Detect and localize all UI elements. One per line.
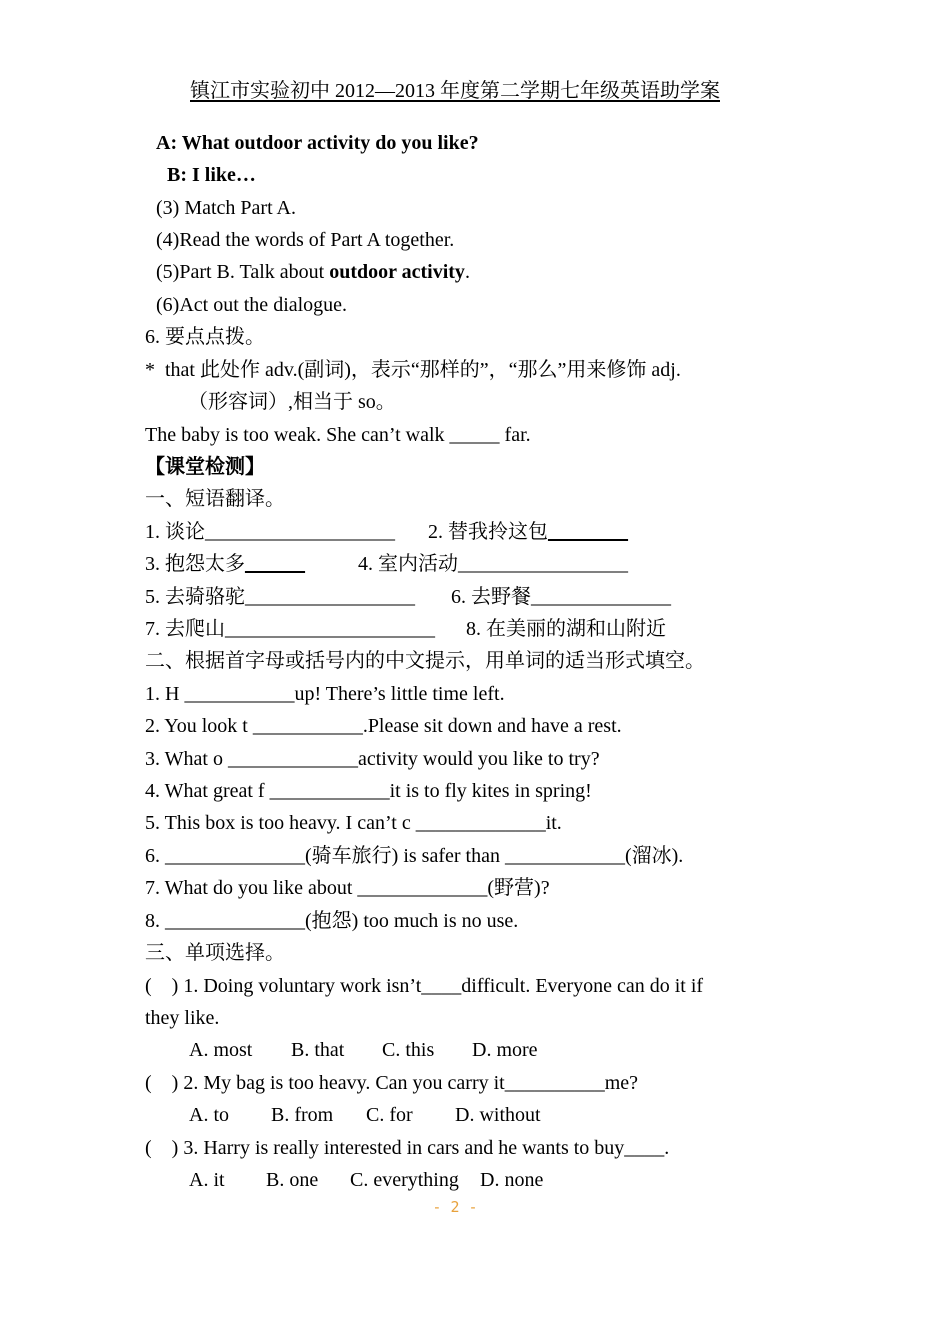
part3-q1-option-d: D. more — [472, 1039, 538, 1061]
step-4: (4)Read the words of Part A together. — [156, 229, 455, 251]
key-points-example: The baby is too weak. She can’t walk _____ far. — [145, 424, 531, 446]
part1-title: 一、短语翻译。 — [145, 488, 285, 510]
part2-title: 二、根据首字母或括号内的中文提示，用单词的适当形式填空。 — [145, 650, 705, 672]
part1-item-6: 6. 去野餐______________ — [451, 586, 671, 608]
part3-q2-option-a: A. to — [189, 1104, 229, 1126]
part2-item-3: 3. What o _____________activity would you like to try? — [145, 748, 600, 770]
part2-item-5: 5. This box is too heavy. I can’t c _____________it. — [145, 812, 562, 834]
part1-item-2-text: 2. 替我拎这包 — [428, 521, 548, 543]
page-number: - 2 - — [432, 1198, 478, 1216]
part3-q3-option-d: D. none — [480, 1169, 544, 1191]
part3-q1-line2: they like. — [145, 1007, 220, 1029]
part3-q2-option-c: C. for — [366, 1104, 413, 1126]
part2-item-4: 4. What great f ____________it is to fly kites in spring! — [145, 780, 592, 802]
step-5 — [156, 259, 470, 285]
part2-item-6: 6. ______________(骑车旅行) is safer than ____________(溜冰). — [145, 845, 684, 867]
key-points-note-2: （形容词）,相当于 so。 — [188, 391, 396, 413]
dialogue-b: B: I like… — [167, 164, 256, 186]
part2-item-2: 2. You look t ___________.Please sit down and have a rest. — [145, 715, 622, 737]
part1-item-8: 8. 在美丽的湖和山附近 — [466, 618, 666, 640]
part1-item-3-blank: ______ — [245, 553, 305, 575]
part3-q1-line1: ( ) 1. Doing voluntary work isn’t____difficult. Everyone can do it if — [145, 975, 704, 997]
step-5-suffix: . — [464, 261, 470, 283]
part3-q3-option-b: B. one — [266, 1169, 319, 1191]
part2-item-7: 7. What do you like about _____________(野营)? — [145, 877, 550, 899]
part3-q2-option-b: B. from — [271, 1104, 334, 1126]
part1-item-5: 5. 去骑骆驼_________________ — [145, 586, 415, 608]
part3-q1-option-b: B. that — [291, 1039, 345, 1061]
part1-item-3 — [145, 551, 305, 577]
part3-q2: ( ) 2. My bag is too heavy. Can you carry it__________me? — [145, 1072, 639, 1094]
dialogue-a: A: What outdoor activity do you like? — [156, 132, 479, 154]
part3-q3-option-c: C. everything — [350, 1169, 459, 1191]
page-title: 镇江市实验初中 2012—2013 年度第二学期七年级英语助学案 — [190, 80, 720, 102]
step-6: (6)Act out the dialogue. — [156, 294, 348, 316]
step-5-prefix: (5)Part B. Talk about — [156, 261, 330, 283]
part3-q1-option-c: C. this — [382, 1039, 435, 1061]
key-points-heading: 6. 要点点拨。 — [145, 326, 265, 348]
part1-item-2 — [428, 519, 628, 545]
part1-item-4: 4. 室内活动_________________ — [358, 553, 628, 575]
part3-q2-option-d: D. without — [455, 1104, 541, 1126]
step-5-bold: outdoor activity — [329, 261, 465, 283]
part2-item-8: 8. ______________(抱怨) too much is no use. — [145, 910, 519, 932]
part3-q1-option-a: A. most — [189, 1039, 253, 1061]
part1-item-1: 1. 谈论___________________ — [145, 521, 395, 543]
section-title: 【课堂检测】 — [145, 456, 265, 478]
page-header — [0, 74, 910, 103]
part1-item-3-text: 3. 抱怨太多 — [145, 553, 245, 575]
key-points-note-1: * that 此处作 adv.(副词)，表示“那样的”，“那么”用来修饰 adj. — [145, 359, 681, 381]
part3-title: 三、单项选择。 — [145, 942, 285, 964]
part3-q3: ( ) 3. Harry is really interested in cars and he wants to buy____. — [145, 1137, 670, 1159]
step-3: (3) Match Part A. — [156, 197, 296, 219]
part3-q3-option-a: A. it — [189, 1169, 225, 1191]
part1-item-2-blank: ________ — [548, 521, 628, 543]
part1-item-7: 7. 去爬山_____________________ — [145, 618, 435, 640]
part2-item-1: 1. H ___________up! There’s little time left. — [145, 683, 505, 705]
